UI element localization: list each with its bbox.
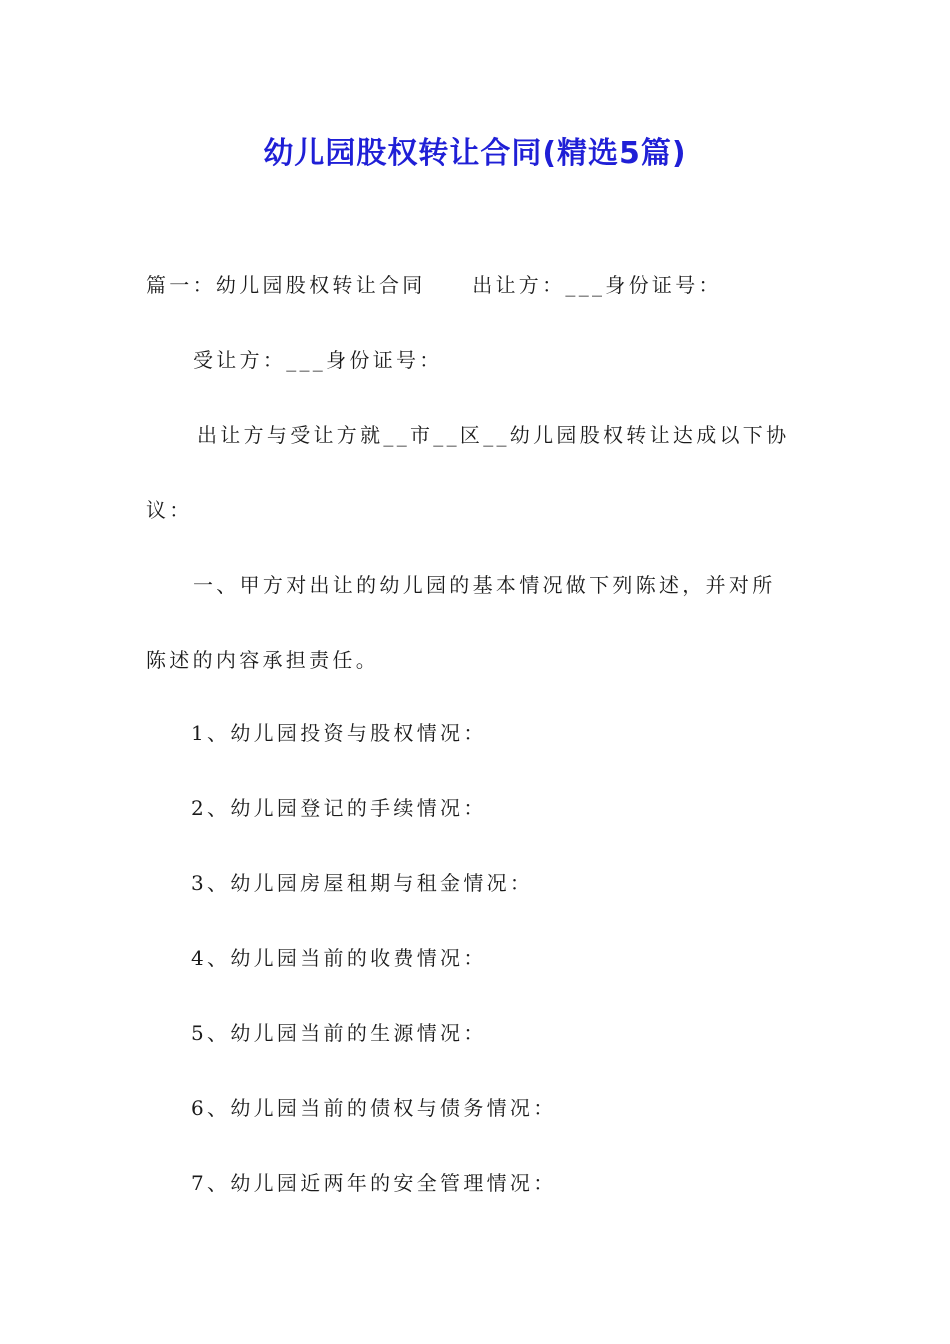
paragraph-line: 议： [146,498,193,522]
list-item: 6、幼儿园当前的债权与债务情况： [191,1096,557,1120]
list-item: 4、幼儿园当前的收费情况： [191,946,487,970]
list-item: 5、幼儿园当前的生源情况： [191,1021,487,1045]
paragraph-line: 出让方与受让方就__市__区__幼儿园股权转让达成以下协 [197,423,790,447]
paragraph-line: 一、甲方对出让的幼儿园的基本情况做下列陈述，并对所 [193,573,776,597]
list-item: 7、幼儿园近两年的安全管理情况： [191,1171,557,1195]
document-title: 幼儿园股权转让合同(精选5篇) [263,136,687,171]
list-item: 3、幼儿园房屋租期与租金情况： [191,871,534,895]
paragraph-line: 陈述的内容承担责任。 [146,648,379,672]
list-item: 2、幼儿园登记的手续情况： [191,796,487,820]
paragraph-line: 篇一：幼儿园股权转让合同 出让方：___身份证号： [146,273,722,297]
list-item: 1、幼儿园投资与股权情况： [191,721,487,745]
paragraph-line: 受让方：___身份证号： [193,348,443,372]
